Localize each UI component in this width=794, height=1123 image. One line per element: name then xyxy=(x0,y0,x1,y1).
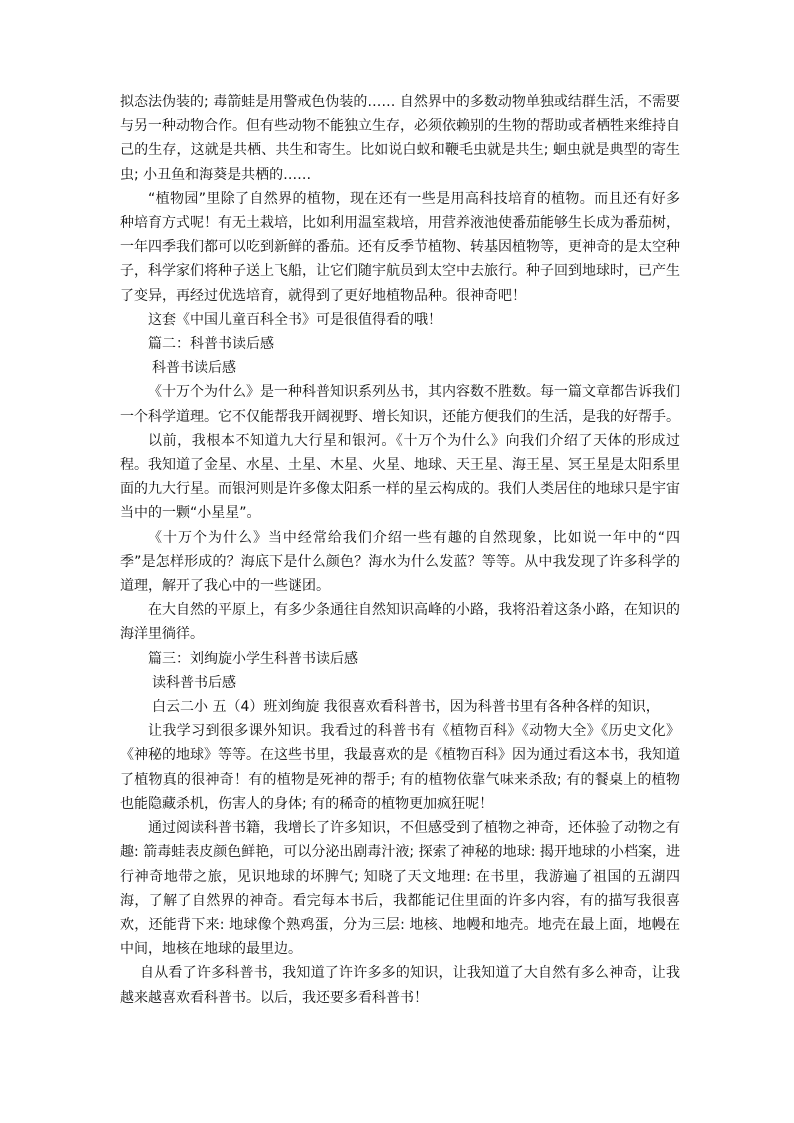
paragraph-author-line: 白云二小 五（4）班刘绚旋 我很喜欢看科普书，因为科普书里有各种各样的知识， xyxy=(152,699,660,716)
paragraph-natural-phenomena: 《十万个为什么》当中经常给我们介绍一些有趣的自然现象，比如说一年中的“四季”是怎样形成的？海底下是什么颜色？海水为什么发蓝？等等。从中我发现了许多科学的道理，解开了我心中的一些谜团。 xyxy=(120,529,680,595)
paragraph-recommendation: 这套《中国儿童百科全书》可是很值得看的哦！ xyxy=(148,311,442,328)
paragraph-knowledge-path: 在大自然的平原上，有多少条通往自然知识高峰的小路，我将沿着这条小路，在知识的海洋里徜徉。 xyxy=(120,602,680,643)
paragraph-plant-garden: “植物园”里除了自然界的植物，现在还有一些是用高科技培育的植物。而且还有好多种培育方式呢！有无土栽培，比如利用温室栽培，用营养液池使番茄能够生长成为番茄树，一年四季我们都可以吃到新鲜的番茄。还有反季节植物、转基因植物等，更神奇的是太空种子，科学家们将种子送上飞船，让它们随宇航员到太空中去旅行。种子回到地球时，已产生了变异，再经过优选培育，就得到了更好地植物品种。很神奇吧！ xyxy=(120,190,680,304)
paragraph-plant-encyclopedia: 让我学习到很多课外知识。我看过的科普书有《植物百科》《动物大全》《历史文化》《神秘的地球》等等。在这些书里，我最喜欢的是《植物百科》因为通过看这本书，我知道了植物真的很神奇！有的植物是死神的帮手; 有的植物依靠气味来杀敌; 有的餐桌上的植物也能隐藏杀机，伤害人的身体; 有的稀奇的植物更加疯狂呢！ xyxy=(120,723,680,812)
paragraph-book-intro: 《十万个为什么》是一种科普知识系列丛书，其内容数不胜数。每一篇文章都告诉我们一个科学道理。它不仅能帮我开阔视野、增长知识，还能方便我们的生活，是我的好帮手。 xyxy=(120,384,680,425)
section-subtitle-part-two: 科普书读后感 xyxy=(152,360,236,377)
paragraph-planets: 以前，我根本不知道九大行星和银河。《十万个为什么》向我们介绍了天体的形成过程。我知道了金星、水星、土星、木星、火星、地球、天王星、海王星、冥王星是太阳系里面的九大行星。而银河则是许多像太阳系一样的星云构成的。我们人类居住的地球只是宇宙当中的一颗“小星星”。 xyxy=(120,432,680,522)
section-heading-part-two: 篇二：科普书读后感 xyxy=(148,336,274,353)
paragraph-conclusion: 自从看了许多科普书，我知道了许许多多的知识，让我知道了大自然有多么神奇，让我越来越喜欢看科普书。以后，我还要多看科普书！ xyxy=(120,965,680,1006)
document-page xyxy=(120,90,680,1010)
paragraph-animal-camouflage: 拟态法伪装的; 毒箭蛙是用警戒色伪装的…… 自然界中的多数动物单独或结群生活，不需要与另一种动物合作。但有些动物不能独立生存，必须依赖别的生物的帮助或者栖牲来维持自己的生存，这就是共栖、共生和寄生。比如说白蚁和鞭毛虫就是共生; 蛔虫就是典型的寄生虫; 小丑鱼和海葵是共栖的…… xyxy=(120,94,680,183)
section-heading-part-three: 篇三：刘绚旋小学生科普书读后感 xyxy=(148,650,358,667)
section-subtitle-part-three: 读科普书后感 xyxy=(152,674,236,691)
paragraph-reading-gains: 通过阅读科普书籍，我增长了许多知识，不但感受到了植物之神奇，还体验了动物之有趣: 箭毒蛙表皮颜色鲜艳，可以分泌出剧毒汁液; 探索了神秘的地球: 揭开地球的小档案，进行神奇地带之旅，见识地球的坏脾气; 知晓了天文地理: 在书里，我游遍了祖国的五湖四海，了解了自然界的神奇。看完每本书后，我都能记住里面的许多内容，有的描写我很喜欢，还能背下来: 地球像个熟鸡蛋，分为三层: 地核、地幔和地壳。地壳在最上面，地幔在中间，地核在地球的最里边。 xyxy=(120,820,680,958)
